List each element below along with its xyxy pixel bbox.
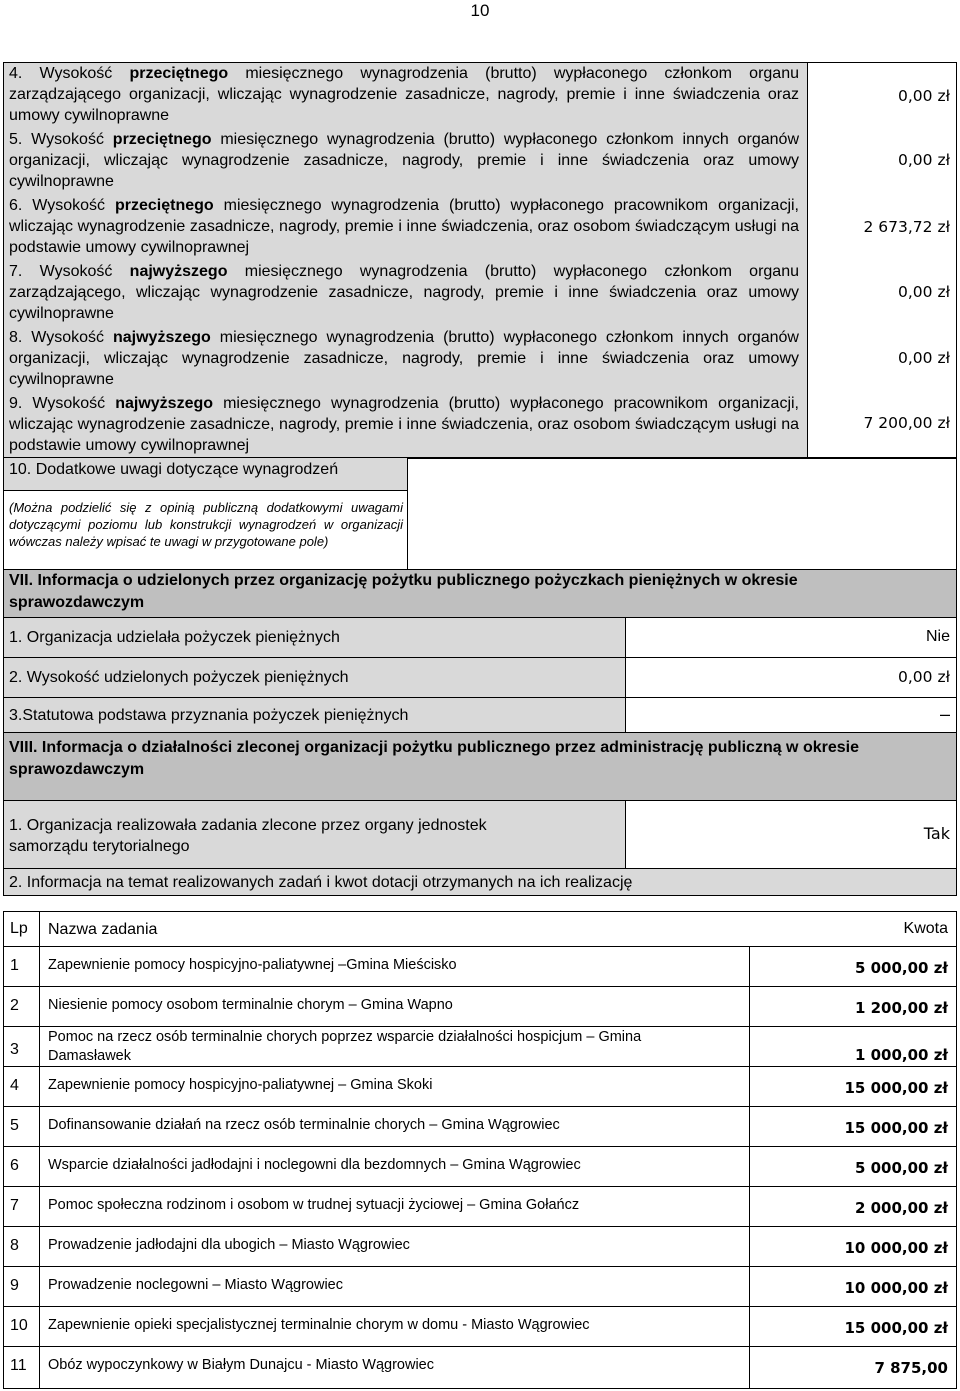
task-name: Zapewnienie pomocy hospicyjno-paliatywnej – Gmina Skoki (48, 1077, 433, 1093)
task-name: Pomoc na rzecz osób terminalnie chorych poprzez wsparcie działalności hospicjum – Gmina Damasławek (48, 1029, 642, 1064)
s8-q1-value: Tak (923, 824, 950, 843)
task-row-divider-1 (39, 1227, 40, 1266)
task-row-divider-2 (749, 987, 750, 1026)
s7-q2-label: 2. Wysokość udzielonych pożyczek pieniężnych (9, 669, 349, 686)
task-amount: 10 000,00 zł (844, 1279, 948, 1297)
task-row-divider-1 (39, 1067, 40, 1106)
task-name: Zapewnienie pomocy hospicyjno-paliatywnej –Gmina Mieścisko (48, 957, 457, 973)
task-name: Zapewnienie opieki specjalistycznej terminalnie chorym w domu - Miasto Wągrowiec (48, 1317, 590, 1333)
task-row-divider-2 (749, 1227, 750, 1266)
task-row-divider-2 (749, 1067, 750, 1106)
task-amount: 7 875,00 (874, 1359, 948, 1377)
salary-row-5-value: 0,00 zł (898, 151, 950, 169)
task-amount: 2 000,00 zł (854, 1199, 948, 1217)
task-row (3, 1346, 957, 1389)
task-row (3, 986, 957, 1026)
task-name: Wsparcie działalności jadłodajni i noclegowni dla bezdomnych – Gmina Wągrowiec (48, 1157, 581, 1173)
task-row-divider-2 (749, 947, 750, 986)
task-name: Niesienie pomocy osobom terminalnie chorym – Gmina Wapno (48, 997, 453, 1013)
task-lp: 2 (10, 997, 19, 1014)
task-row (3, 946, 957, 986)
s8-q2-label: 2. Informacja na temat realizowanych zadań i kwot dotacji otrzymanych na ich realizację (9, 874, 633, 891)
salary-row-4: 4. Wysokość przeciętnego miesięcznego wynagrodzenia (brutto) wypłaconego członkom organu zarządzającego organizacji, wliczając wynagrodzenie zasadnicze, nagrody, premie i inne świadczenia oraz umowy cywilnoprawne (9, 65, 799, 124)
salary-row-6: 6. Wysokość przeciętnego miesięcznego wynagrodzenia (brutto) wypłaconego pracownikom organizacji, wliczając wynagrodzenie zasadnicze, nagrody, premie i inne świadczenia, oraz osobom świadczącym usługi na podstawie umowy cywilnoprawnej (9, 197, 799, 256)
task-row-divider-1 (39, 987, 40, 1026)
task-amount: 15 000,00 zł (844, 1079, 948, 1097)
task-row (3, 1266, 957, 1306)
task-row-divider-1 (39, 1107, 40, 1146)
task-row (3, 1026, 957, 1066)
task-lp: 7 (10, 1197, 19, 1214)
task-lp: 9 (10, 1277, 19, 1294)
task-lp: 11 (10, 1357, 27, 1374)
task-name: Dofinansowanie działań na rzecz osób terminalnie chorych – Gmina Wągrowiec (48, 1117, 560, 1133)
s7-q1-label: 1. Organizacja udzielała pożyczek pieniężnych (9, 629, 340, 646)
task-lp: 8 (10, 1237, 19, 1254)
task-amount: 5 000,00 zł (854, 1159, 948, 1177)
tasks-header-divider-1 (39, 912, 40, 946)
task-row (3, 1066, 957, 1106)
task-lp: 6 (10, 1157, 19, 1174)
tasks-header-row (3, 911, 957, 946)
tasks-header-name: Nazwa zadania (48, 921, 158, 938)
task-name: Obóz wypoczynkowy w Białym Dunajcu - Miasto Wągrowiec (48, 1357, 434, 1373)
task-row-divider-1 (39, 1147, 40, 1186)
salary-row-5: 5. Wysokość przeciętnego miesięcznego wynagrodzenia (brutto) wypłaconego członkom innych organów organizacji, wliczając wynagrodzenie zasadnicze, nagrody, premie i inne świadczenia oraz umowy cywilnoprawne (9, 131, 799, 190)
tasks-header-lp: Lp (10, 920, 28, 937)
salary-row-10-label: 10. Dodatkowe uwagi dotyczące wynagrodzeń (9, 461, 339, 478)
salary-row-4-value: 0,00 zł (898, 87, 950, 105)
task-lp: 5 (10, 1117, 19, 1134)
task-row-divider-2 (749, 1307, 750, 1346)
s7-q3-value: – (939, 704, 950, 724)
salary-row-9-value: 7 200,00 zł (863, 414, 950, 432)
task-lp: 3 (10, 1041, 19, 1058)
s7-q1-value: Nie (925, 628, 950, 645)
page-number: 10 (470, 1, 490, 20)
salary-row-8-value: 0,00 zł (898, 349, 950, 367)
task-row-divider-1 (39, 1027, 40, 1066)
task-row-divider-2 (749, 1187, 750, 1226)
task-row-divider-1 (39, 1307, 40, 1346)
task-amount: 15 000,00 zł (844, 1119, 948, 1137)
salary-row-9: 9. Wysokość najwyższego miesięcznego wynagrodzenia (brutto) wypłaconego pracownikom organizacji, wliczając wynagrodzenie zasadnicze, nagrody, premie i inne świadczenia, oraz osobom świadczącym usługi na podstawie umowy cywilnoprawnej (9, 395, 799, 454)
task-row-divider-2 (749, 1347, 750, 1388)
salary-row-8: 8. Wysokość najwyższego miesięcznego wynagrodzenia (brutto) wypłaconego członkom innych organów organizacji, wliczając wynagrodzenie zasadnicze, nagrody, premie i inne świadczenia oraz umowy cywilnoprawne (9, 329, 799, 388)
section-8-title: VIII. Informacja o działalności zleconej organizacji pożytku publicznego przez administrację publiczną w okresie sprawozdawczym (9, 739, 859, 778)
task-lp: 10 (10, 1317, 28, 1334)
task-row-divider-2 (749, 1267, 750, 1306)
task-amount: 1 000,00 zł (854, 1046, 948, 1064)
task-row-divider-2 (749, 1027, 750, 1066)
tasks-header-amount: Kwota (903, 920, 948, 937)
task-amount: 1 200,00 zł (854, 999, 948, 1017)
task-amount: 15 000,00 zł (844, 1319, 948, 1337)
task-row (3, 1186, 957, 1226)
task-row-divider-2 (749, 1147, 750, 1186)
task-name: Prowadzenie jadłodajni dla ubogich – Miasto Wągrowiec (48, 1237, 410, 1253)
salary-row-10-note: (Można podzielić się z opinią publiczną dodatkowymi uwagami dotyczącymi poziomu lub konstrukcji wynagrodzeń w organizacji wówczas należy wpisać te uwagi w przygotowane pole) (9, 500, 403, 549)
task-amount: 10 000,00 zł (844, 1239, 948, 1257)
task-row (3, 1146, 957, 1186)
task-name: Prowadzenie noclegowni – Miasto Wągrowiec (48, 1277, 343, 1293)
salary-row-7: 7. Wysokość najwyższego miesięcznego wynagrodzenia (brutto) wypłaconego członkom organu zarządzającego, wliczając wynagrodzenie zasadnicze, nagrody, premie i inne świadczenia oraz umowy cywilnoprawne (9, 263, 799, 322)
salary-row-6-value: 2 673,72 zł (863, 218, 950, 236)
task-row (3, 1226, 957, 1266)
task-amount: 5 000,00 zł (854, 959, 948, 977)
task-row-divider-1 (39, 1347, 40, 1388)
task-row (3, 1106, 957, 1146)
task-lp: 4 (10, 1077, 19, 1094)
task-row-divider-1 (39, 1267, 40, 1306)
s7-q2-value: 0,00 zł (898, 668, 950, 686)
task-lp: 1 (10, 957, 19, 974)
salary-row-7-value: 0,00 zł (898, 283, 950, 301)
s7-q3-label: 3.Statutowa podstawa przyznania pożyczek pieniężnych (9, 707, 409, 724)
task-row-divider-1 (39, 1187, 40, 1226)
task-row-divider-2 (749, 1107, 750, 1146)
section-7-title: VII. Informacja o udzielonych przez organizację pożytku publicznego pożyczkach pieniężnych w okresie sprawozdawczym (9, 572, 798, 611)
task-row (3, 1306, 957, 1346)
s8-q1-label: 1. Organizacja realizowała zadania zlecone przez organy jednostek samorządu terytorialnego (9, 817, 487, 855)
task-row-divider-1 (39, 947, 40, 986)
task-name: Pomoc społeczna rodzinom i osobom w trudnej sytuacji życiowej – Gmina Gołańcz (48, 1197, 580, 1213)
